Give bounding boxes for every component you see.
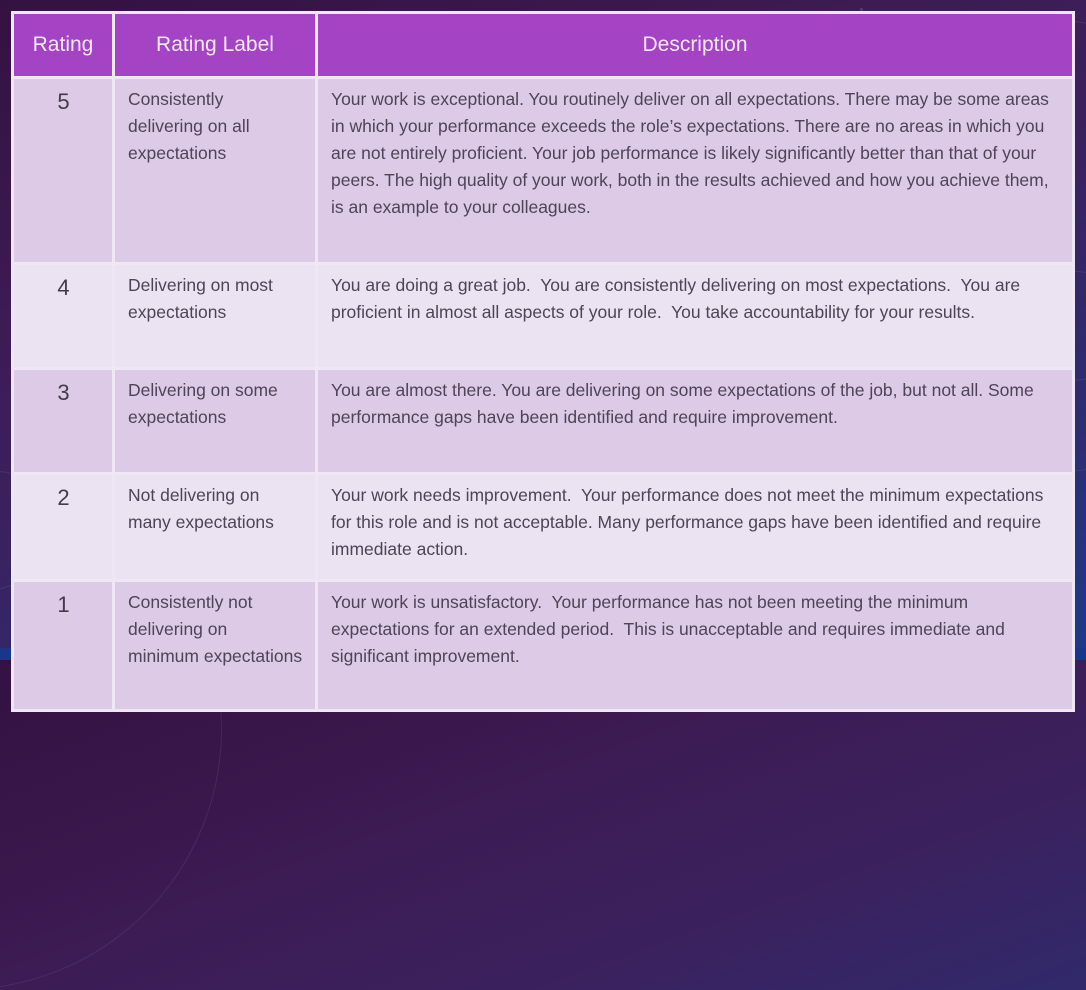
table-row-rating-1: [14, 582, 1072, 709]
rating-value: 3: [14, 370, 112, 472]
column-header-description: Description: [318, 14, 1072, 76]
table-row-rating-2: [14, 475, 1072, 579]
rating-value: 4: [14, 265, 112, 367]
rating-label: Delivering on most expectations: [115, 265, 315, 367]
rating-label: Not delivering on many expectations: [115, 475, 315, 579]
performance-ratings-table: [11, 11, 1075, 712]
rating-description: Your work is unsatisfactory. Your performance has not been meeting the minimum expectations for an extended period. This is unacceptable and requires immediate and significant improvement.: [318, 582, 1072, 709]
rating-value: 2: [14, 475, 112, 579]
rating-description: You are doing a great job. You are consistently delivering on most expectations. You are proficient in almost all aspects of your role. You take accountability for your results.: [318, 265, 1072, 367]
column-header-rating-label: Rating Label: [115, 14, 315, 76]
table-row-rating-4: [14, 265, 1072, 367]
table-row-rating-3: [14, 370, 1072, 472]
rating-description: Your work needs improvement. Your performance does not meet the minimum expectations for this role and is not acceptable. Many performance gaps have been identified and require immediate action.: [318, 475, 1072, 579]
table-row-rating-5: [14, 79, 1072, 262]
column-header-rating: Rating: [14, 14, 112, 76]
rating-value: 5: [14, 79, 112, 262]
rating-label: Consistently not delivering on minimum expectations: [115, 582, 315, 709]
rating-description: Your work is exceptional. You routinely deliver on all expectations. There may be some areas in which your performance exceeds the role’s expectations. There are no areas in which you are not entirely proficient. Your job performance is likely significantly better than that of your peers. The high quality of your work, both in the results achieved and how you achieve them, is an example to your colleagues.: [318, 79, 1072, 262]
rating-description: You are almost there. You are delivering on some expectations of the job, but not all. Some performance gaps have been identified and require improvement.: [318, 370, 1072, 472]
rating-value: 1: [14, 582, 112, 709]
rating-label: Delivering on some expectations: [115, 370, 315, 472]
rating-label: Consistently delivering on all expectations: [115, 79, 315, 262]
header-row: [14, 14, 1072, 76]
